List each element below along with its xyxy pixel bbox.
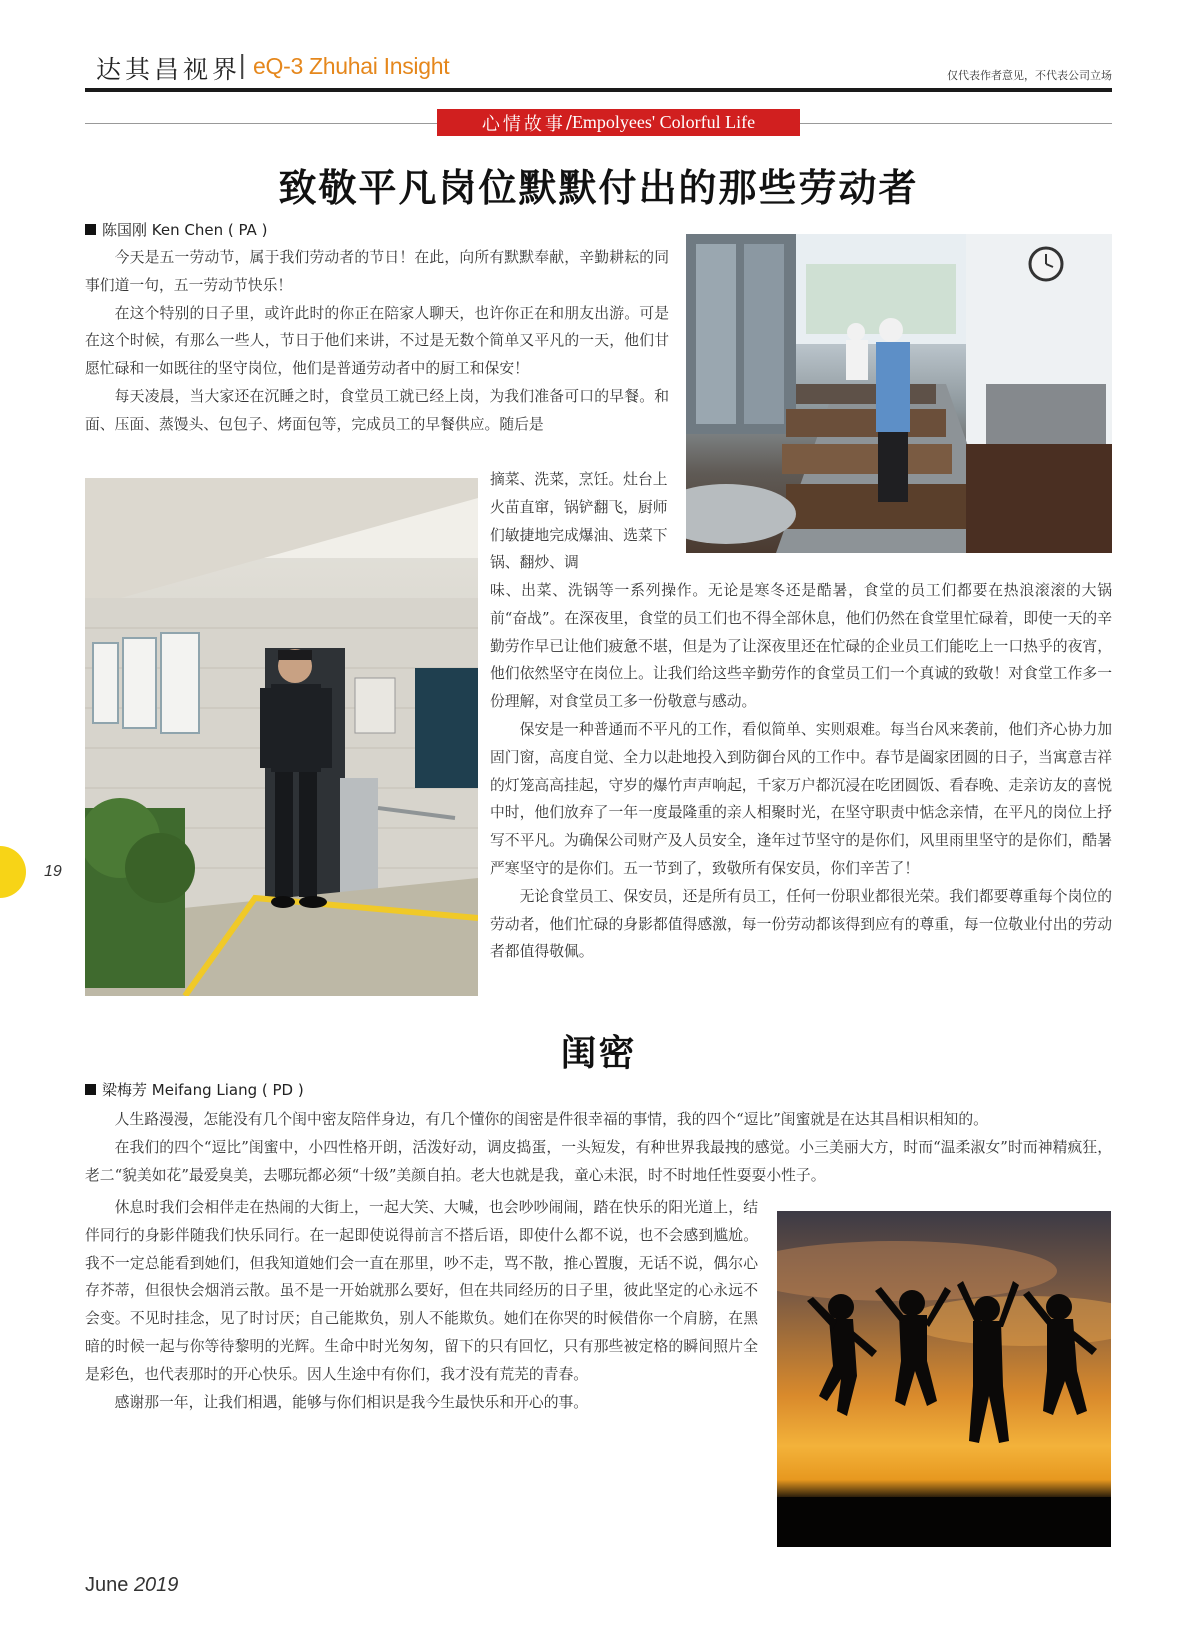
article2-paragraph: 在我们的四个“逗比”闺蜜中，小四性格开朗，活泼好动，调皮捣蛋，一头短发，有种世界我最拽的感觉。小三美丽大方，时而“温柔淑女”时而神精疯狂，老二“貌美如花”最爱臭美，去哪玩都必须“十级”美颜自拍。老大也就是我，童心未泯，时不时地任性耍耍小性子。 [85,1138,1112,1184]
article2-paragraph: 人生路漫漫，怎能没有几个闺中密友陪伴身边，有几个懂你的闺密是件很幸福的事情，我的四个“逗比”闺蜜就是在达其昌相识相知的。 [114,1111,988,1128]
section-rule-right [800,123,1112,124]
article1-paragraph: 在这个特别的日子里，或许此时的你正在陪家人聊天，也许你正在和朋友出游。可是在这个时候，有那么一些人，节日于他们来讲，不过是无数个简单又平凡的一天，他们甘愿忙碌和一如既往的坚守岗位，他们是普通劳动者中的厨工和保安！ [85,304,669,378]
article1-paragraph: 无论食堂员工、保安员，还是所有员工，任何一份职业都很光荣。我们都要尊重每个岗位的劳动者，他们忙碌的身影都值得感激，每一份劳动都该得到应有的尊重，每一位敬业付出的劳动者都值得敬佩。 [490,887,1112,961]
article1-paragraph: 保安是一种普通而不平凡的工作，看似简单、实则艰难。每当台风来袭前，他们齐心协力加固门窗，高度自觉、全力以赴地投入到防御台风的工作中。春节是阖家团圆的日子，当寓意吉祥的灯笼高高挂起，守岁的爆竹声声响起，千家万户都沉浸在吃团圆饭、看春晚、走亲访友的喜悦中时，他们放弃了一年一度最隆重的亲人相聚时光，在坚守职责中惦念亲情，在平凡的岗位上抒写不平凡。为确保公司财产及人员安全，逢年过节坚守的是你们，风里雨里坚守的是你们，酷暑严寒坚守的是你们。五一节到了，致敬所有保安员，你们辛苦了！ [490,720,1112,877]
article2-byline [85,1079,304,1100]
disclaimer: 仅代表作者意见，不代表公司立场 [947,69,1112,82]
page-marker [0,846,26,898]
article2-author: 梁梅芳 Meifang Liang ( PD ) [102,1081,304,1099]
security-guard-photo [85,478,478,996]
section-label-en: Empolyees' Colorful Life [571,112,756,132]
article1-paragraph-continued: 味、出菜、洗锅等一系列操作。无论是寒冬还是酷暑，食堂的员工们都要在热浪滚滚的大锅前“奋战”。在深夜里，食堂的员工们也不得全部休息，他们仍然在食堂里忙碌着，即使一天的辛勤劳作早已让他们疲惫不堪，但是为了让深夜里还在忙碌的企业员工们能吃上一口热乎的夜宵，他们依然坚守在岗位上。让我们给这些辛勤劳作的食堂员工们一个真诚的致敬！对食堂工作多一份理解，对食堂员工多一份敬意与感动。 [490,582,1112,711]
page-number: 19 [44,863,62,880]
section-label-cn: 心情故事 [481,113,566,135]
header-rule [85,88,1112,92]
article1-body [490,577,1112,966]
security-guard-illustration [85,478,478,996]
article2-paragraph: 感谢那一年，让我们相遇，能够与你们相识是我今生最快乐和开心的事。 [114,1393,589,1411]
issue-year: 2019 [133,1574,179,1596]
kitchen-photo [686,234,1112,553]
brand-english: eQ-3 Zhuhai Insight [253,53,450,79]
brand-separator: | [238,50,247,79]
section-rule-left [85,123,437,124]
section-banner [437,109,800,136]
byline-bullet [85,224,96,235]
byline-bullet [85,1084,96,1095]
brand-chinese: 达其昌视界 [96,55,242,84]
article2-paragraph: 休息时我们会相伴走在热闹的大街上，一起大笑、大喊，也会吵吵闹闹，踏在快乐的阳光道上，结伴同行的身影伴随我们快乐同行。在一起即使说得前言不搭后语，即使什么都不说，也不会感到尴尬。我不一定总能看到她们，但我知道她们会一直在那里，吵不走，骂不散，推心置腹，无话不说，偶尔心存芥蒂，但很快会烟消云散。虽不是一开始就那么要好，但在共同经历的日子里，彼此坚定的心永远不会变。不见时挂念，见了时讨厌；自己能欺负，别人不能欺负。她们在你哭的时候借你一个肩膀，在黑暗的时候一起与你等待黎明的光辉。生命中时光匆匆，留下的只有回忆，只有那些被定格的瞬间照片全是彩色，也代表那时的开心快乐。因人生途中有你们，我才没有荒芜的青春。 [85,1199,758,1383]
article2-intro [85,1106,1112,1189]
article1-title: 致敬平凡岗位默默付出的那些劳动者 [278,165,919,210]
article1-paragraph: 今天是五一劳动节，属于我们劳动者的节日！在此，向所有默默奉献，辛勤耕耘的同事们道一句，五一劳动节快乐！ [85,249,669,294]
article2-body [85,1194,758,1416]
article1-intro [85,244,669,439]
section-label-sep: / [565,112,572,133]
issue-month: June [85,1574,129,1596]
article1-narrow-text: 摘菜、洗菜，烹饪。灶台上火苗直窜，锅铲翻飞，厨师们敏捷地完成爆油、选菜下锅、翻炒、调 [490,471,668,572]
friends-jumping-photo [777,1211,1111,1547]
article1-byline [85,219,267,240]
kitchen-photo-illustration [686,234,1112,553]
article2-title: 闺密 [560,1032,637,1074]
article1-author: 陈国刚 Ken Chen ( PA ) [102,221,268,239]
friends-jumping-illustration [777,1211,1111,1547]
issue-date [85,1574,178,1597]
article1-paragraph: 每天凌晨，当大家还在沉睡之时，食堂员工就已经上岗，为我们准备可口的早餐。和面、压面、蒸馒头、包包子、烤面包等，完成员工的早餐供应。随后是 [85,387,669,433]
